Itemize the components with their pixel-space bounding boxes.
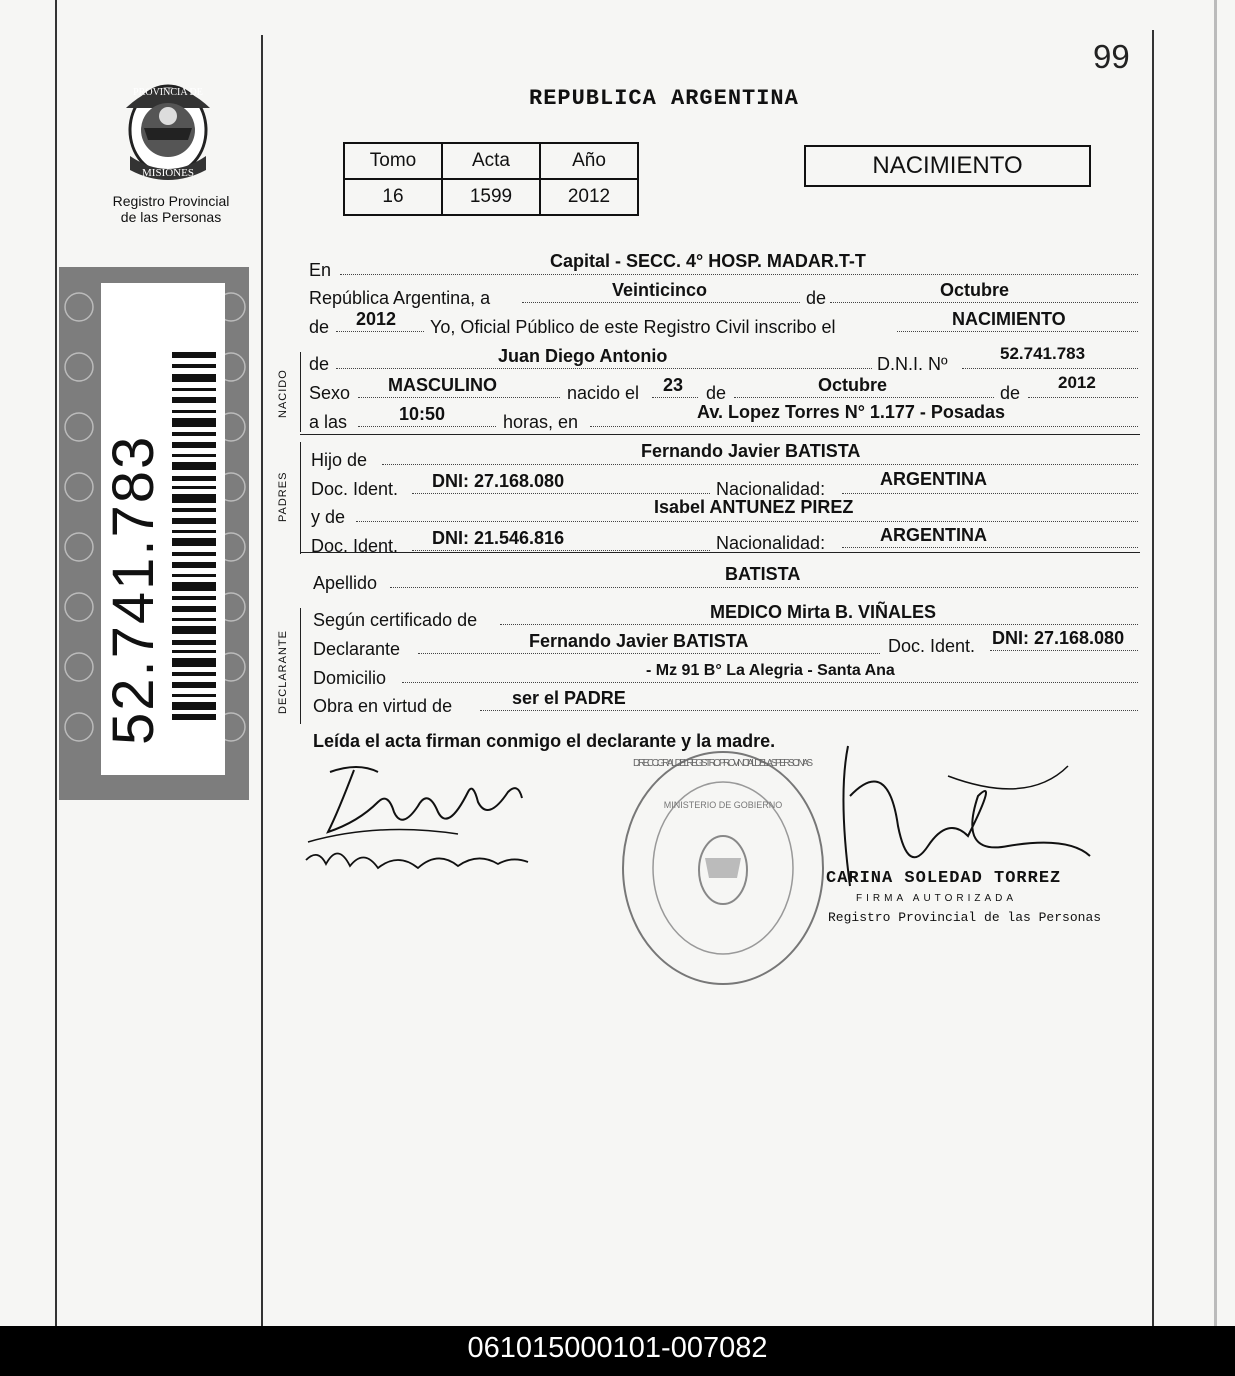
- seal-ring-text: DIRECC. GRAL. DEL REGISTRO PROVINCIAL DE LAS PERSONAS: [633, 758, 813, 769]
- value-madre: Isabel ANTUNEZ PIREZ: [654, 497, 854, 517]
- label-sexo: Sexo: [309, 383, 351, 403]
- dotline-obra: [480, 710, 1138, 711]
- value-declarante: Fernando Javier BATISTA: [529, 631, 749, 651]
- dotline-certificado: [500, 624, 1138, 625]
- dotline-apellido: [390, 587, 1138, 588]
- label-de-month: de: [806, 288, 827, 308]
- official-seal: [618, 748, 828, 988]
- page-edge: [1214, 0, 1217, 1326]
- label-nac-padre: Nacionalidad:: [716, 479, 826, 499]
- dotline-nombre: [336, 368, 872, 369]
- registry-label-line2: de las Personas: [120, 209, 222, 225]
- page-number: 99: [1093, 38, 1130, 75]
- value-acta: 1599: [442, 179, 540, 215]
- dotline-nac-madre: [842, 547, 1138, 548]
- dotline-day: [522, 302, 800, 303]
- seal-inner-text: MINISTERIO DE GOBIERNO: [663, 800, 783, 810]
- label-dni: D.N.I. Nº: [877, 354, 948, 374]
- dotline-year: [336, 331, 424, 332]
- dotline-madre: [356, 521, 1138, 522]
- label-de-nombre: de: [309, 354, 330, 374]
- dotline-sexo: [358, 397, 560, 398]
- value-obra: ser el PADRE: [512, 688, 626, 708]
- label-decl-doc: Doc. Ident.: [888, 636, 976, 656]
- value-tomo: 16: [344, 179, 442, 215]
- value-inscribo: NACIMIENTO: [952, 309, 1066, 329]
- value-padre: Fernando Javier BATISTA: [641, 441, 861, 461]
- value-certificado: MEDICO Mirta B. VIÑALES: [710, 602, 937, 622]
- official-registry: Registro Provincial de las Personas: [828, 910, 1102, 925]
- value-doc-padre: DNI: 27.168.080: [432, 471, 565, 491]
- label-y-de: y de: [311, 507, 346, 527]
- value-domicilio: - Mz 91 B° La Alegria - Santa Ana: [646, 662, 895, 679]
- label-horas-en: horas, en: [503, 412, 579, 432]
- label-declarante: Declarante: [313, 639, 401, 659]
- logo-text-bottom: MISIONES: [142, 167, 194, 179]
- section-label-nacido: NACIDO: [277, 369, 289, 418]
- label-a-las: a las: [309, 412, 348, 432]
- value-year: 2012: [356, 309, 397, 329]
- value-apellido: BATISTA: [725, 564, 801, 584]
- value-dni: 52.741.783: [1000, 344, 1086, 363]
- section-label-padres: PADRES: [277, 471, 289, 522]
- left-margin-line: [55, 0, 57, 1326]
- dotline-month: [830, 302, 1138, 303]
- dotline-birth-month: [734, 397, 994, 398]
- header-tomo: Tomo: [344, 143, 442, 179]
- country-title: REPUBLICA ARGENTINA: [529, 86, 799, 111]
- value-sexo: MASCULINO: [388, 375, 497, 395]
- label-nacido-el: nacido el: [567, 383, 640, 403]
- label-en: En: [309, 260, 332, 280]
- value-nac-padre: ARGENTINA: [880, 469, 987, 489]
- registry-label-line1: Registro Provincial: [112, 193, 230, 209]
- dotline-domicilio: [402, 682, 1138, 683]
- value-birth-day: 23: [663, 375, 684, 395]
- value-decl-doc: DNI: 27.168.080: [992, 628, 1125, 648]
- label-nac-madre: Nacionalidad:: [716, 533, 826, 553]
- closing-statement: Leída el acta firman conmigo el declarante y la madre.: [313, 731, 776, 751]
- header-acta: Acta: [442, 143, 540, 179]
- record-type-box: NACIMIENTO: [804, 145, 1091, 187]
- section-bar-declarante: [300, 608, 301, 724]
- dotline-padre: [382, 464, 1138, 465]
- label-de-year: de: [309, 317, 330, 337]
- label-doc-padre: Doc. Ident.: [311, 479, 399, 499]
- label-obra: Obra en virtud de: [313, 696, 453, 716]
- section-label-declarante: DECLARANTE: [277, 630, 289, 714]
- label-doc-madre: Doc. Ident.: [311, 536, 399, 556]
- label-de-birth-year: de: [1000, 383, 1021, 403]
- dotline-decl-doc: [990, 650, 1138, 651]
- dotline-birth-day: [652, 397, 698, 398]
- value-anio: 2012: [540, 179, 638, 215]
- dotline-birth-year: [1028, 397, 1138, 398]
- record-table-header-row: [344, 143, 638, 179]
- value-doc-madre: DNI: 21.546.816: [432, 528, 565, 548]
- dotline-doc-padre: [412, 493, 710, 494]
- value-nombre: Juan Diego Antonio: [498, 346, 668, 366]
- value-month: Octubre: [940, 280, 1010, 300]
- label-certificado: Según certificado de: [313, 610, 478, 630]
- label-domicilio: Domicilio: [313, 668, 387, 688]
- official-name: CARINA SOLEDAD TORREZ: [826, 869, 1062, 888]
- document-code-footer: 061015000101-007082: [0, 1326, 1235, 1376]
- header-anio: Año: [540, 143, 638, 179]
- barcode: [172, 352, 216, 720]
- dotline-inscribo: [897, 331, 1138, 332]
- logo-text-top: PROVINCIA DE: [133, 87, 203, 98]
- label-apellido: Apellido: [313, 573, 378, 593]
- record-table: [343, 142, 639, 216]
- dotline-declarante: [418, 653, 880, 654]
- record-table-value-row: [344, 179, 638, 215]
- section-bar-nacido: [300, 352, 301, 432]
- registry-logo: [118, 78, 218, 188]
- value-day: Veinticinco: [612, 280, 708, 300]
- signature-father: [298, 752, 538, 892]
- value-birth-year: 2012: [1058, 373, 1096, 392]
- dotline-doc-madre: [412, 550, 710, 551]
- official-role: FIRMA AUTORIZADA: [856, 893, 1018, 904]
- value-lugar-nacimiento: Av. Lopez Torres N° 1.177 - Posadas: [697, 402, 1005, 422]
- dotline-en: [340, 274, 1138, 275]
- label-oficial: Yo, Oficial Público de este Registro Civil inscribo el: [430, 317, 836, 337]
- label-hijo-de: Hijo de: [311, 450, 368, 470]
- dotline-dni: [962, 368, 1138, 369]
- label-republica: República Argentina, a: [309, 288, 491, 308]
- dotline-nac-padre: [842, 493, 1138, 494]
- label-de-birth-month: de: [706, 383, 727, 403]
- dotline-hora: [358, 426, 496, 427]
- value-hora: 10:50: [399, 404, 446, 424]
- right-margin-line: [1152, 30, 1154, 1326]
- dotline-lugar: [590, 426, 1138, 427]
- value-lugar-registro: Capital - SECC. 4° HOSP. MADAR.T-T: [550, 251, 866, 271]
- value-nac-madre: ARGENTINA: [880, 525, 987, 545]
- sidebar-number: 52.741.783: [101, 434, 166, 745]
- registry-label: [96, 193, 246, 225]
- value-birth-month: Octubre: [818, 375, 888, 395]
- column-divider: [261, 35, 263, 1326]
- divider-padres: [300, 552, 1140, 553]
- section-bar-padres: [300, 442, 301, 554]
- divider-nacido: [300, 434, 1140, 435]
